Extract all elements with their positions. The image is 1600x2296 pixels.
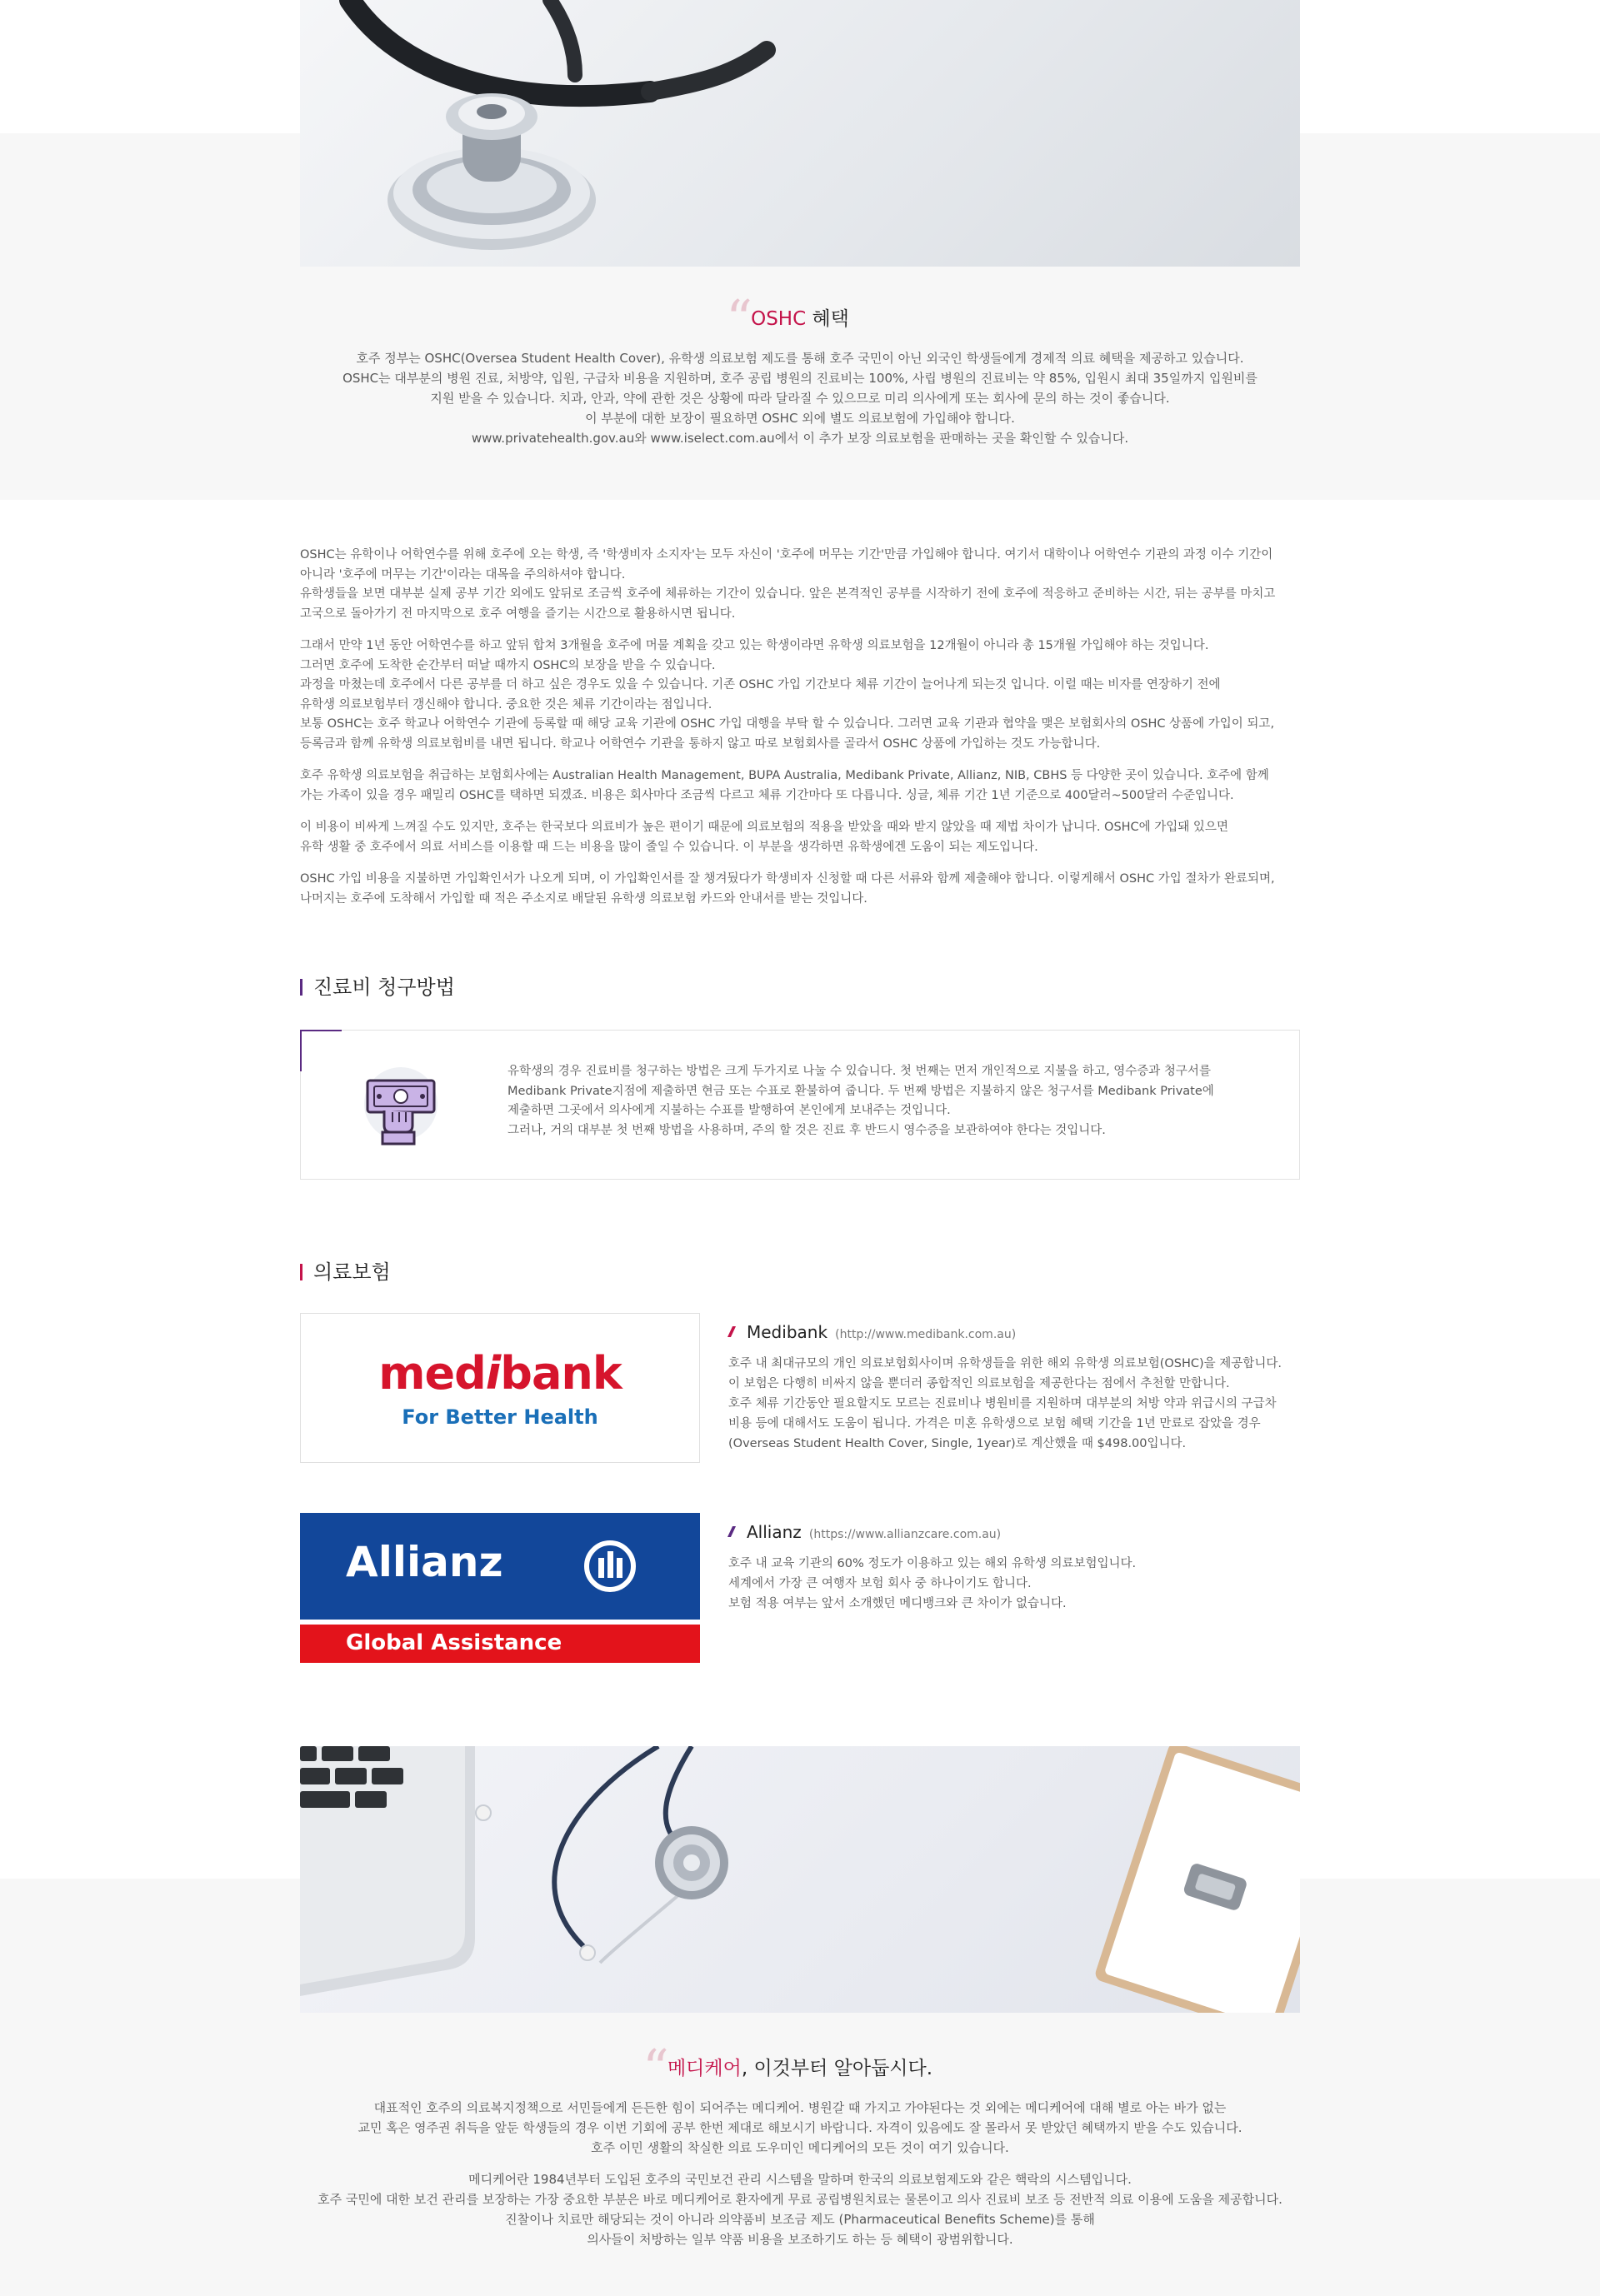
medibank-desc-line: 호주 내 최대규모의 개인 의료보험회사이며 유학생들을 위한 해외 유학생 의료보험(OSHC)을 제공합니다. [728,1357,1282,1370]
oshc-title-rest: 혜택 [806,308,849,330]
quote-mark-icon: “ [726,288,752,349]
slash-icon [728,1326,736,1337]
body-line: 유학생 의료보험부터 갱신해야 합니다. 중요한 것은 체류 기간이라는 점입니다. [300,697,712,711]
hero-image-stethoscope [300,0,1300,267]
body-line: 호주 유학생 의료보험을 취급하는 보험회사에는 Australian Health Management, BUPA Australia, Medibank Private, Allianz, NIB, CBHS 등 다양한 곳이 있습니다. 호주에 함께 [300,769,1269,782]
allianz-url-link[interactable]: (https://www.allianzcare.com.au) [808,1528,1002,1541]
spacer [300,2158,1300,2169]
body-line: 유학생들을 보면 대부분 실제 공부 기간 외에도 앞뒤로 조금씩 호주에 체류하는 기간이 있습니다. 앞은 본격적인 공부를 시작하기 전에 호주에 적응하고 준비하는 시간, 뒤는 공부를 마치고 [300,587,1276,601]
medibank-name: Medibank [747,1322,828,1342]
money-hand-icon [359,1062,442,1149]
medicare-section [300,2038,1300,2249]
hero-image-medical-desk [300,1746,1300,2013]
claim-line: Medibank Private지점에 제출하면 현금 또는 수표로 환불하여 줍니다. 두 번째 방법은 지불하지 않은 청구서를 Medibank Private에 [508,1084,1214,1098]
medibank-desc-line: (Overseas Student Health Cover, Single, 1year)로 계산했을 때 $498.00입니다. [728,1437,1187,1450]
allianz-logo-bottom [300,1625,700,1663]
body-line: 고국으로 돌아가기 전 마지막으로 호주 여행을 즐기는 시간으로 활용하시면 됩니다. [300,606,736,621]
insurance-title-text: 의료보험 [313,1260,391,1284]
medibank-desc-line: 호주 체류 기간동안 필요할지도 모르는 진료비나 병원비를 지원하며 대부분의 처방 약과 위급시의 구급차 [728,1397,1277,1410]
oshc-line: 지원 받을 수 있습니다. 치과, 안과, 약에 관한 것은 상황에 따라 달라질 수 있으므로 미리 의사에게 또는 회사에 문의 하는 것이 좋습니다. [430,390,1170,406]
claim-line: 그러나, 거의 대부분 첫 번째 방법을 사용하며, 주의 할 것은 진료 후 반드시 영수증을 보관하여야 한다는 것입니다. [508,1123,1106,1137]
medicare-text [300,2098,1300,2249]
medicare-line: 대표적인 호주의 의료복지정책으로 서민들에게 든든한 힘이 되어주는 메디케어. 병원갈 때 가지고 가야된다는 것 외에는 메디케어에 대해 별로 아는 바가 없는 [373,2099,1227,2115]
allianz-desc-line: 보험 적용 여부는 앞서 소개했던 메디뱅크와 큰 차이가 없습니다. [728,1597,1067,1610]
medical-desk-illustration [300,1746,1300,2013]
oshc-line: 이 부분에 대한 보장이 필요하면 OSHC 외에 별도 의료보험에 가입해야 합니다. [585,410,1015,426]
claim-section-title [300,975,455,1000]
body-line: 보통 OSHC는 호주 학교나 어학연수 기관에 등록할 때 해당 교육 기관에 OSHC 가입 대행을 부탁 할 수 있습니다. 그러면 교육 기관과 협약을 맺은 보험회사의 OSHC 상품에 가입이 되고, [300,717,1275,731]
claim-text [508,1062,1214,1141]
allianz-desc-line: 세계에서 가장 큰 여행자 보험 회사 중 하나이기도 합니다. [728,1577,1032,1590]
oshc-body-text [300,546,1300,921]
body-line: 과정을 마쳤는데 호주에서 다른 공부를 더 하고 싶은 경우도 있을 수 있습니다. 기존 OSHC 가입 기간보다 체류 기간이 늘어나게 되는것 입니다. 이럴 때는 비자를 연장하기 전에 [300,678,1221,691]
stethoscope-illustration [300,0,1300,267]
body-line: 이 비용이 비싸게 느껴질 수도 있지만, 호주는 한국보다 의료비가 높은 편이기 때문에 의료보험의 적용을 받았을 때와 받지 않았을 때 제법 차이가 납니다. OSHC에 가입돼 있으면 [300,821,1228,834]
allianz-subtitle: Global Assistance [346,1630,562,1655]
medicare-line: 교민 혹은 영주권 취득을 앞둔 학생들의 경우 이번 기회에 공부 한번 제대로 해보시기 바랍니다. 자격이 있음에도 잘 몰라서 못 받았던 혜택까지 받을 수도 있습니다. [358,2119,1242,2135]
medicare-line: 진찰이나 치료만 해당되는 것이 아니라 의약품비 보조금 제도 (Pharmaceutical Benefits Scheme)를 통해 [505,2211,1095,2227]
body-paragraph [300,818,1300,857]
oshc-line: www.privatehealth.gov.au와 www.iselect.com.au에서 이 추가 보장 의료보험을 판매하는 곳을 확인할 수 있습니다. [471,430,1129,446]
insurance-section-title [300,1260,391,1285]
corner-accent [300,1030,302,1071]
body-line: 등록금과 함께 유학생 의료보험비를 내면 됩니다. 학교나 어학연수 기관을 통하지 않고 따로 보험회사를 골라서 OSHC 상품에 가입하는 것도 가능합니다. [300,736,1101,751]
allianz-logo-top [300,1513,700,1620]
allianz-heading [728,1521,1300,1545]
body-paragraph [300,870,1300,909]
medibank-url-link[interactable]: (http://www.medibank.com.au) [835,1328,1017,1341]
body-paragraph [300,766,1300,806]
slash-icon [728,1526,736,1537]
medicare-line: 호주 이민 생활의 착실한 의료 도우미인 메디케어의 모든 것이 여기 있습니다. [591,2139,1009,2155]
medibank-logo[interactable] [300,1313,700,1463]
title-bar [300,1264,302,1280]
medibank-wordmark [301,1347,699,1400]
body-line: 가는 가족이 있을 경우 패밀리 OSHC를 택하면 되겠죠. 비용은 회사마다 조금씩 다르고 체류 기간마다 또 다릅니다. 싱글, 체류 기간 1년 기준으로 400달러~500달러 수준입니다. [300,788,1234,802]
title-bar [300,979,302,996]
medibank-desc-line: 비용 등에 대해서도 도움이 됩니다. 가격은 미혼 유학생으로 보험 혜택 기간을 1년 만료로 잡았을 경우 [728,1417,1261,1430]
quote-mark-icon: “ [642,2038,669,2099]
body-line: 그래서 만약 1년 동안 어학연수를 하고 앞뒤 합쳐 3개월을 호주에 머물 계획을 갖고 있는 학생이라면 유학생 의료보험을 12개월이 아니라 총 15개월 가입해야 하는 것입니다. [300,639,1209,652]
body-paragraph [300,636,1300,754]
medicare-line: 의사들이 처방하는 일부 약품 비용을 보조하기도 하는 등 혜택이 광범위합니다. [587,2231,1013,2247]
medibank-wordmark-part: bank [500,1347,622,1400]
medicare-title [642,2038,933,2099]
medicare-line: 호주 국민에 대한 보건 관리를 보장하는 가장 중요한 부분은 바로 메디케어로 환자에게 무료 공립병원치료는 물론이고 의사 진료비 보조 등 전반적 의료 이용에 도움을 제공합니다. [318,2191,1282,2207]
oshc-line: OSHC는 대부분의 병원 진료, 처방약, 입원, 구급차 비용을 지원하며, 호주 공립 병원의 진료비는 100%, 사립 병원의 진료비는 약 85%, 입원시 최대 35일까지 입원비를 [342,370,1258,386]
body-line: OSHC는 유학이나 어학연수를 위해 호주에 오는 학생, 즉 '학생비자 소지자'는 모두 자신이 '호주에 머무는 기간'만큼 가입해야 합니다. 여기서 대학이나 어학연수 기관의 과정 이수 기간이 [300,548,1273,562]
medicare-line: 메디케어란 1984년부터 도입된 호주의 국민보건 관리 시스템을 말하며 한국의 의료보험제도와 같은 핵락의 시스템입니다. [468,2171,1132,2187]
allianz-logo[interactable] [300,1513,700,1663]
allianz-desc-line: 호주 내 교육 기관의 60% 정도가 이용하고 있는 해외 유학생 의료보험입니다. [728,1557,1137,1570]
medibank-wordmark-part: i [485,1347,501,1400]
body-paragraph [300,546,1300,624]
claim-title-text: 진료비 청구방법 [313,976,455,999]
corner-accent [300,1030,342,1031]
medibank-heading [728,1321,1300,1345]
medibank-desc-line: 이 보험은 다행히 비싸지 않을 뿐더러 종합적인 의료보험을 제공한다는 점에서 추천할 만합니다. [728,1377,1230,1390]
oshc-benefits-title [726,288,849,349]
medibank-tagline: For Better Health [402,1405,598,1429]
allianz-eagle-icon [583,1540,637,1593]
body-line: 그러면 호주에 도착한 순간부터 떠날 때까지 OSHC의 보장을 받을 수 있습니다. [300,658,716,672]
body-line: 아니라 '호주에 머무는 기간'이라는 대목을 주의하셔야 합니다. [300,567,626,581]
allianz-info [728,1521,1300,1614]
oshc-line: 호주 정부는 OSHC(Oversea Student Health Cover), 유학생 의료보험 제도를 통해 호주 국민이 아닌 외국인 학생들에게 경제적 의료 혜택을 제공하고 있습니다. [356,350,1244,366]
medicare-title-highlight: 메디케어 [667,2058,742,2079]
body-line: OSHC 가입 비용을 지불하면 가입확인서가 나오게 되며, 이 가입확인서를 잘 챙겨뒀다가 학생비자 신청할 때 다른 서류와 함께 제출해야 합니다. 이렇게해서 OSHC 가입 절차가 완료되며, [300,872,1275,886]
body-line: 유학 생활 중 호주에서 의료 서비스를 이용할 때 드는 비용을 많이 줄일 수 있습니다. 이 부분을 생각하면 유학생에겐 도움이 되는 제도입니다. [300,840,1038,854]
allianz-name: Allianz [747,1522,802,1542]
medibank-wordmark-part: med [378,1347,486,1400]
medicare-title-rest: , 이것부터 알아둡시다. [741,2058,933,2079]
claim-line: 제출하면 그곳에서 의사에게 지불하는 수표를 발행하여 본인에게 보내주는 것입니다. [508,1104,951,1117]
oshc-title-highlight: OSHC [751,308,807,330]
oshc-benefits-text [300,348,1300,448]
claim-info-box [300,1030,1300,1180]
medibank-info [728,1321,1300,1454]
allianz-wordmark: Allianz [346,1538,503,1586]
oshc-benefits-section [300,288,1300,448]
body-line: 나머지는 호주에 도착해서 가입할 때 적은 주소지로 배달된 유학생 의료보험 카드와 안내서를 받는 것입니다. [300,891,868,906]
claim-line: 유학생의 경우 진료비를 청구하는 방법은 크게 두가지로 나눌 수 있습니다. 첫 번째는 먼저 개인적으로 지불을 하고, 영수증과 청구서를 [508,1065,1211,1078]
